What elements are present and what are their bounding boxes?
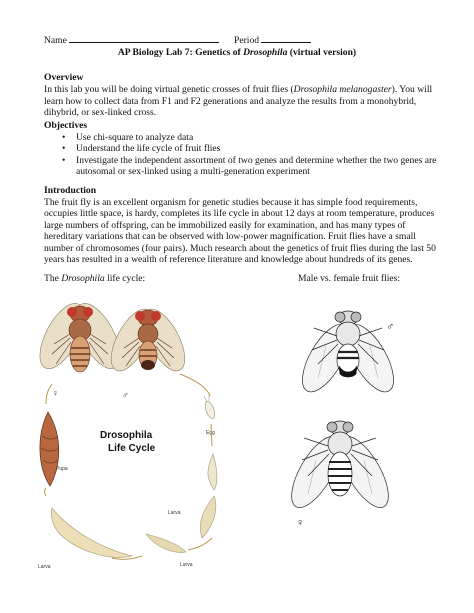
life-cycle-title-line2: Life Cycle: [108, 443, 156, 454]
period-line: [234, 33, 311, 47]
female-symbol-lifecycle: ♀: [52, 388, 59, 398]
caption-italic: Drosophila: [61, 273, 105, 284]
introduction-line: The fruit fly is an excellent organism for genetic studies because it has simple food requirements,: [44, 197, 418, 208]
male-female-figure: [282, 300, 412, 530]
larva-left-label: Larva: [38, 564, 51, 570]
female-fly-drawing: [282, 421, 398, 515]
adult-fly-male-illustration: [103, 303, 193, 377]
pupa-label: Pupa: [56, 466, 68, 472]
name-label: Name: [44, 35, 67, 46]
overview-heading: Overview: [44, 72, 84, 83]
overview-line-3: dihybrid, or sex-linked cross.: [44, 107, 157, 118]
male-symbol-lifecycle: ♂: [122, 390, 129, 400]
egg-label: Egg: [206, 430, 215, 436]
period-blank: [261, 33, 311, 43]
introduction-line: number of chromosomes (four pairs). Much research about the genetics of fruit flies during the last 50: [44, 243, 436, 254]
pupa-illustration: [40, 412, 59, 486]
title-suffix: (virtual version): [287, 47, 357, 58]
bullet-dot: •: [62, 132, 66, 143]
caption-suffix: life cycle:: [104, 273, 146, 284]
male-symbol: ♂: [386, 321, 395, 333]
introduction-line: large numbers of offspring, can be immobilized easily for examination, and has many types of: [44, 220, 406, 231]
objectives-heading: Objectives: [44, 120, 88, 131]
egg-illustration: [203, 394, 217, 420]
overview-line-1a: In this lab you will be doing virtual genetic crosses of fruit flies (: [44, 84, 294, 95]
bullet-dot: •: [62, 155, 66, 166]
introduction-heading: Introduction: [44, 185, 97, 196]
female-symbol: ♀: [296, 517, 305, 529]
caption-prefix: The: [44, 273, 62, 284]
life-cycle-caption: [44, 273, 145, 285]
introduction-line: years has resulted in a wealth of reference literature and knowledge about hundreds of its genes.: [44, 254, 413, 265]
objective-text: Understand the life cycle of fruit flies: [76, 143, 221, 154]
name-line: [44, 33, 219, 47]
title-italic: Drosophila: [243, 47, 288, 58]
period-label: Period: [234, 35, 260, 46]
male-female-caption: Male vs. female fruit flies:: [298, 273, 401, 284]
overview-line-1-italic: Drosophila melanogaster: [293, 84, 392, 95]
larva-small-illustration: [208, 454, 217, 490]
larva-large-illustration: [146, 534, 186, 552]
larva-medium-illustration: [200, 496, 216, 538]
life-cycle-title-line1: Drosophila: [100, 430, 153, 441]
overview-line-1: [44, 84, 432, 96]
introduction-line: occupies little space, is hardy, completes its life cycle in about 12 days at room temperature, produces: [44, 208, 435, 219]
objective-text: Investigate the independent assortment of two genes and determine whether the two genes are: [76, 155, 437, 166]
larva-third-instar-illustration: [51, 508, 132, 558]
introduction-line: hereditary variations that can be observed with low-power magnification. Fruit flies have a small: [44, 231, 416, 242]
larva-bottom-label: Larva: [180, 562, 193, 568]
objective-text: Use chi-square to analyze data: [76, 132, 194, 143]
objective-continuation: autosomal or sex-linked using a multi-generation experiment: [76, 166, 310, 177]
bullet-dot: •: [62, 143, 66, 154]
overview-line-1b: ). You will: [391, 84, 433, 95]
larva-right-label: Larva: [168, 510, 181, 516]
page-title: [0, 47, 474, 59]
overview-line-2: learn how to collect data from F1 and F2 generations and analyze the results from a monohybrid,: [44, 96, 417, 107]
name-blank: [69, 33, 219, 43]
life-cycle-figure: [30, 286, 250, 596]
title-prefix: AP Biology Lab 7: Genetics of: [117, 47, 244, 58]
